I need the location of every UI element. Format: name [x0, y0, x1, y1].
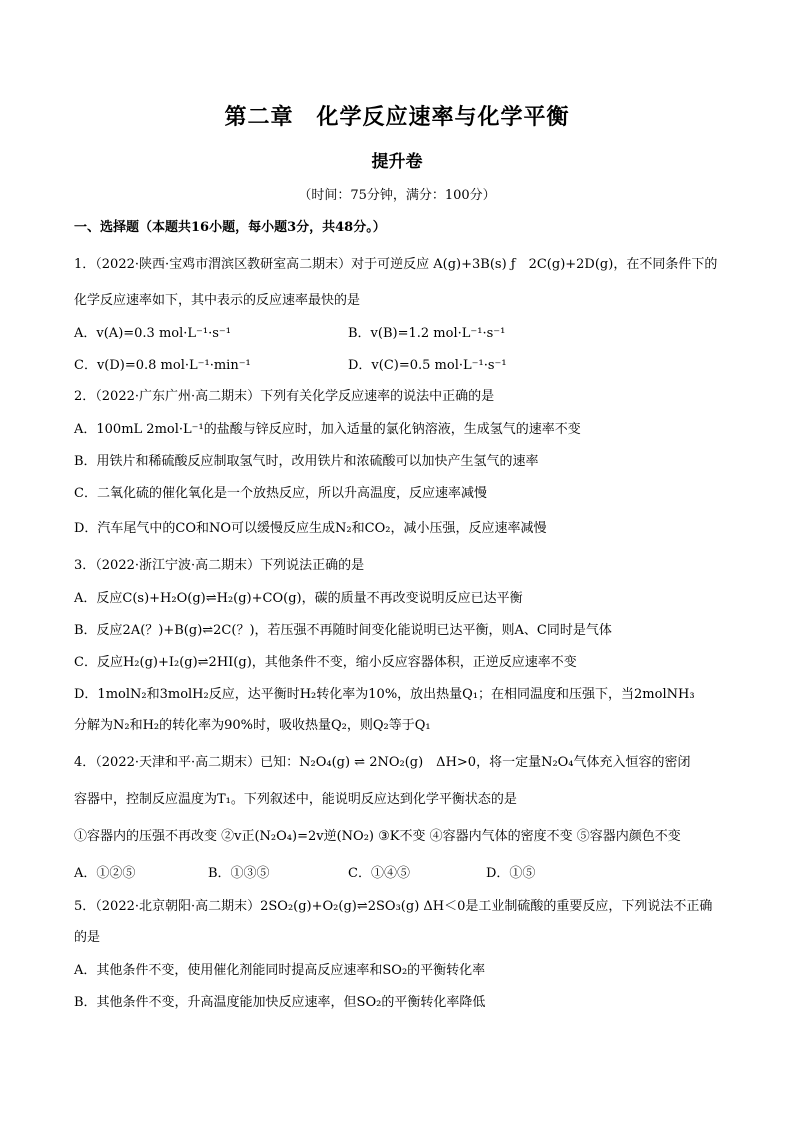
option-a: A．其他条件不变，使用催化剂能同时提高反应速率和SO₂的平衡转化率 [74, 963, 486, 978]
option-d-cont: 分解为N₂和H₂的转化率为90%时，吸收热量Q₂，则Q₂等于Q₁ [74, 718, 431, 733]
option-c: C．v(D)=0.8 mol·L⁻¹·min⁻¹ [74, 358, 251, 373]
option-d: D．汽车尾气中的CO和NO可以缓慢反应生成N₂和CO₂，减小压强，反应速率减慢 [74, 521, 547, 536]
option-a: A．100mL 2mol·L⁻¹的盐酸与锌反应时，加入适量的氯化钠溶液，生成氢气的速率不变 [74, 422, 581, 437]
option-a: A．v(A)=0.3 mol·L⁻¹·s⁻¹ [74, 326, 231, 341]
option-d: D．①⑤ [486, 866, 536, 881]
option-c: C．二氧化硫的催化氧化是一个放热反应，所以升高温度，反应速率减慢 [74, 486, 487, 501]
question-4: 4．（2022·天津和平·高二期末）已知：N₂O₄(g) ⇌ 2NO₂(g) ΔH>0，将一定量N₂O₄气体充入恒容的密闭 [74, 755, 691, 770]
question-4-cont: 容器中，控制反应温度为T₁。下列叙述中，能说明反应达到化学平衡状态的是 [74, 792, 517, 807]
question-5: 5．（2022·北京朝阳·高二期末）2SO₂(g)+O₂(g)⇌2SO₃(g) ΔH＜0是工业制硫酸的重要反应，下列说法不正确 [74, 899, 713, 914]
option-b: B．用铁片和稀硫酸反应制取氢气时，改用铁片和浓硫酸可以加快产生氢气的速率 [74, 454, 539, 469]
question-1: 1．（2022·陕西·宝鸡市渭滨区教研室高二期末）对于可逆反应 A(g)+3B(s) ƒ 2C(g)+2D(g)，在不同条件下的 [74, 257, 718, 272]
exam-meta: （时间：75分钟，满分：100分） [298, 188, 496, 203]
option-d: D．1molN₂和3molH₂反应，达平衡时H₂转化率为10%，放出热量Q₁；在相同温度和压强下，当2molNH₃ [74, 687, 695, 702]
option-b: B．①③⑤ [208, 866, 270, 881]
option-d: D．v(C)=0.5 mol·L⁻¹·s⁻¹ [348, 358, 507, 373]
question-4-statements: ①容器内的压强不再改变 ②v正(N₂O₄)=2v逆(NO₂) ③K不变 ④容器内气体的密度不变 ⑤容器内颜色不变 [74, 829, 681, 844]
option-a: A．①②⑤ [74, 866, 136, 881]
option-b: B．其他条件不变，升高温度能加快反应速率，但SO₂的平衡转化率降低 [74, 995, 486, 1010]
option-a: A．反应C(s)+H₂O(g)⇌H₂(g)+CO(g)，碳的质量不再改变说明反应已达平衡 [74, 591, 523, 606]
option-c: C．反应H₂(g)+I₂(g)⇌2HI(g)，其他条件不变，缩小反应容器体积，正逆反应速率不变 [74, 655, 577, 670]
option-b: B．v(B)=1.2 mol·L⁻¹·s⁻¹ [348, 326, 506, 341]
question-3: 3．（2022·浙江宁波·高二期末）下列说法正确的是 [74, 558, 365, 573]
section-heading: 一、选择题（本题共16小题，每小题3分，共48分。） [74, 220, 386, 235]
question-5-cont: 的是 [74, 930, 101, 945]
option-c: C．①④⑤ [348, 866, 410, 881]
question-2: 2．（2022·广东广州·高二期末）下列有关化学反应速率的说法中正确的是 [74, 389, 495, 404]
question-1-cont: 化学反应速率如下，其中表示的反应速率最快的是 [74, 293, 361, 308]
option-b: B．反应2A(？)+B(g)⇌2C(？)，若压强不再随时间变化能说明已达平衡，则A、C同时是气体 [74, 623, 612, 638]
page-subtitle: 提升卷 [371, 152, 423, 172]
page-title: 第二章 化学反应速率与化学平衡 [224, 104, 570, 130]
